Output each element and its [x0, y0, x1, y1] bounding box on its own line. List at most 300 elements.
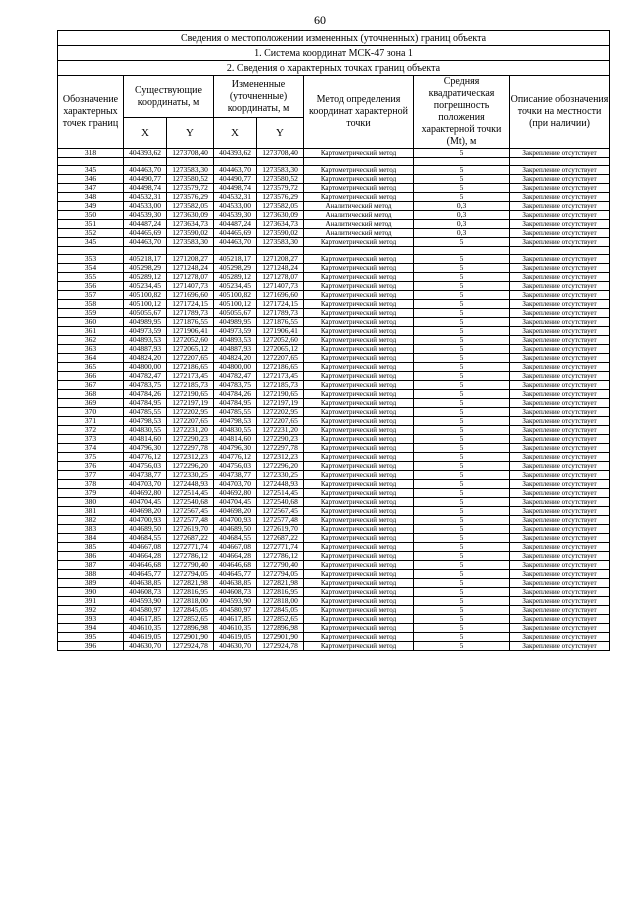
cell-changed-x: 404796,30 — [214, 444, 257, 453]
cell-existing-x: 404738,77 — [124, 471, 167, 480]
cell-existing-y: 1273582,05 — [167, 202, 214, 211]
cell-description: Закрепление отсутствует — [510, 534, 610, 543]
cell-existing-x: 404785,55 — [124, 408, 167, 417]
cell-method: Аналитический метод — [304, 220, 414, 229]
cell-accuracy: 5 — [414, 642, 510, 651]
table-row — [58, 426, 610, 435]
cell-existing-x: 404893,53 — [124, 336, 167, 345]
cell-changed-y: 1272197,19 — [257, 399, 304, 408]
cell-existing-x: 404533,00 — [124, 202, 167, 211]
cell-point-id: 347 — [58, 184, 124, 193]
cell-existing-x: 404703,70 — [124, 480, 167, 489]
cell-changed-x: 405218,17 — [214, 255, 257, 264]
cell-existing-y: 1272231,20 — [167, 426, 214, 435]
cell-point-id: 350 — [58, 211, 124, 220]
cell-changed-y: 1273579,72 — [257, 184, 304, 193]
cell-description: Закрепление отсутствует — [510, 175, 610, 184]
cell-changed-y: 1273576,29 — [257, 193, 304, 202]
cell-existing-y: 1272816,95 — [167, 588, 214, 597]
cell-existing-y: 1272924,78 — [167, 642, 214, 651]
cell-existing-y — [167, 247, 214, 255]
cell-existing-y: 1272852,65 — [167, 615, 214, 624]
cell-existing-x: 405100,12 — [124, 300, 167, 309]
cell-method: Картометрический метод — [304, 561, 414, 570]
table-row — [58, 300, 610, 309]
cell-existing-x: 404463,70 — [124, 238, 167, 247]
cell-changed-x: 404692,80 — [214, 489, 257, 498]
cell-point-id: 394 — [58, 624, 124, 633]
cell-existing-y: 1271696,60 — [167, 291, 214, 300]
col-header-accuracy: Средняя квадратическая погрешность положения характерной точки (Mt), м — [414, 76, 510, 149]
table-row — [58, 345, 610, 354]
cell-point-id: 395 — [58, 633, 124, 642]
cell-existing-x: 404830,55 — [124, 426, 167, 435]
cell-accuracy — [414, 158, 510, 166]
cell-accuracy: 5 — [414, 543, 510, 552]
cell-existing-x: 404684,55 — [124, 534, 167, 543]
cell-method: Картометрический метод — [304, 417, 414, 426]
cell-accuracy: 5 — [414, 309, 510, 318]
cell-description: Закрепление отсутствует — [510, 211, 610, 220]
cell-accuracy: 5 — [414, 300, 510, 309]
cell-accuracy: 5 — [414, 354, 510, 363]
cell-point-id: 396 — [58, 642, 124, 651]
cell-existing-y: 1271208,27 — [167, 255, 214, 264]
cell-point-id: 389 — [58, 579, 124, 588]
cell-accuracy: 5 — [414, 480, 510, 489]
cell-point-id: 379 — [58, 489, 124, 498]
cell-point-id: 365 — [58, 363, 124, 372]
cell-existing-y: 1272790,40 — [167, 561, 214, 570]
cell-description: Закрепление отсутствует — [510, 184, 610, 193]
cell-changed-y: 1272816,95 — [257, 588, 304, 597]
cell-changed-x: 404610,35 — [214, 624, 257, 633]
cell-existing-x: 404776,12 — [124, 453, 167, 462]
cell-existing-x: 404593,90 — [124, 597, 167, 606]
cell-description: Закрепление отсутствует — [510, 516, 610, 525]
table-row — [58, 552, 610, 561]
cell-description: Закрепление отсутствует — [510, 606, 610, 615]
table-row — [58, 184, 610, 193]
cell-method: Картометрический метод — [304, 642, 414, 651]
cell-existing-y: 1271876,55 — [167, 318, 214, 327]
cell-changed-x: 404830,55 — [214, 426, 257, 435]
cell-changed-x: 404487,24 — [214, 220, 257, 229]
cell-description: Закрепление отсутствует — [510, 238, 610, 247]
cell-description: Закрепление отсутствует — [510, 273, 610, 282]
cell-description: Закрепление отсутствует — [510, 220, 610, 229]
cell-changed-x: 404893,53 — [214, 336, 257, 345]
cell-changed-x: 404617,85 — [214, 615, 257, 624]
cell-existing-x: 404783,75 — [124, 381, 167, 390]
cell-method: Картометрический метод — [304, 300, 414, 309]
table-row — [58, 462, 610, 471]
table-row — [58, 264, 610, 273]
cell-method: Картометрический метод — [304, 291, 414, 300]
cell-method: Картометрический метод — [304, 507, 414, 516]
cell-description: Закрепление отсутствует — [510, 471, 610, 480]
cell-point-id: 387 — [58, 561, 124, 570]
cell-description: Закрепление отсутствует — [510, 300, 610, 309]
cell-changed-x: 404776,12 — [214, 453, 257, 462]
cell-point-id: 356 — [58, 282, 124, 291]
cell-description: Закрепление отсутствует — [510, 444, 610, 453]
cell-point-id: 363 — [58, 345, 124, 354]
cell-existing-x: 404796,30 — [124, 444, 167, 453]
table-row — [58, 606, 610, 615]
cell-description: Закрепление отсутствует — [510, 561, 610, 570]
cell-changed-x: 404704,45 — [214, 498, 257, 507]
cell-description: Закрепление отсутствует — [510, 642, 610, 651]
cell-method: Картометрический метод — [304, 570, 414, 579]
cell-method: Картометрический метод — [304, 184, 414, 193]
table-row — [58, 561, 610, 570]
cell-point-id: 345 — [58, 238, 124, 247]
cell-changed-x: 404463,70 — [214, 166, 257, 175]
cell-method: Картометрический метод — [304, 435, 414, 444]
cell-changed-y: 1272577,48 — [257, 516, 304, 525]
cell-description: Закрепление отсутствует — [510, 615, 610, 624]
cell-method — [304, 247, 414, 255]
cell-description: Закрепление отсутствует — [510, 363, 610, 372]
cell-description: Закрепление отсутствует — [510, 426, 610, 435]
cell-existing-y: 1272186,65 — [167, 363, 214, 372]
cell-point-id: 382 — [58, 516, 124, 525]
cell-description: Закрепление отсутствует — [510, 633, 610, 642]
cell-point-id: 358 — [58, 300, 124, 309]
section-points: 2. Сведения о характерных точках границ объекта — [58, 61, 610, 76]
cell-existing-y: 1272173,45 — [167, 372, 214, 381]
cell-accuracy: 5 — [414, 149, 510, 158]
table-row — [58, 282, 610, 291]
page-number: 60 — [314, 13, 326, 27]
cell-method: Картометрический метод — [304, 552, 414, 561]
cell-description: Закрепление отсутствует — [510, 381, 610, 390]
cell-changed-y: 1272448,93 — [257, 480, 304, 489]
cell-accuracy: 5 — [414, 579, 510, 588]
cell-changed-x: 404498,74 — [214, 184, 257, 193]
cell-point-id: 359 — [58, 309, 124, 318]
table-row — [58, 273, 610, 282]
cell-existing-y: 1272794,05 — [167, 570, 214, 579]
cell-changed-x: 404689,50 — [214, 525, 257, 534]
cell-changed-y: 1271696,60 — [257, 291, 304, 300]
cell-accuracy: 5 — [414, 534, 510, 543]
table-body — [58, 149, 610, 651]
cell-existing-y: 1272202,95 — [167, 408, 214, 417]
cell-description: Закрепление отсутствует — [510, 462, 610, 471]
cell-existing-y: 1273579,72 — [167, 184, 214, 193]
cell-method: Картометрический метод — [304, 624, 414, 633]
cell-method: Картометрический метод — [304, 633, 414, 642]
cell-changed-y: 1273583,30 — [257, 166, 304, 175]
table-row — [58, 363, 610, 372]
cell-existing-y: 1272577,48 — [167, 516, 214, 525]
cell-method: Картометрический метод — [304, 525, 414, 534]
cell-accuracy: 5 — [414, 588, 510, 597]
cell-existing-x: 404700,93 — [124, 516, 167, 525]
table-row — [58, 229, 610, 238]
cell-existing-x: 404800,00 — [124, 363, 167, 372]
cell-accuracy: 5 — [414, 255, 510, 264]
table-row — [58, 435, 610, 444]
cell-changed-x: 404703,70 — [214, 480, 257, 489]
table-row — [58, 327, 610, 336]
cell-method: Картометрический метод — [304, 255, 414, 264]
cell-description: Закрепление отсутствует — [510, 354, 610, 363]
cell-method: Картометрический метод — [304, 149, 414, 158]
cell-changed-y: 1272065,12 — [257, 345, 304, 354]
cell-changed-y: 1271407,73 — [257, 282, 304, 291]
cell-changed-x: 404784,95 — [214, 399, 257, 408]
cell-method: Картометрический метод — [304, 390, 414, 399]
cell-accuracy: 5 — [414, 175, 510, 184]
cell-existing-x: 404989,95 — [124, 318, 167, 327]
cell-accuracy: 5 — [414, 291, 510, 300]
cell-changed-y: 1272845,05 — [257, 606, 304, 615]
cell-description: Закрепление отсутствует — [510, 408, 610, 417]
table-row — [58, 202, 610, 211]
cell-accuracy: 5 — [414, 264, 510, 273]
cell-changed-y: 1271724,15 — [257, 300, 304, 309]
table-row — [58, 453, 610, 462]
cell-method: Картометрический метод — [304, 336, 414, 345]
cell-changed-y: 1272818,00 — [257, 597, 304, 606]
cell-point-id: 393 — [58, 615, 124, 624]
cell-existing-x: 405234,45 — [124, 282, 167, 291]
cell-accuracy: 5 — [414, 327, 510, 336]
cell-changed-y: 1272619,70 — [257, 525, 304, 534]
cell-existing-y: 1272514,45 — [167, 489, 214, 498]
cell-description: Закрепление отсутствует — [510, 579, 610, 588]
cell-description: Закрепление отсутствует — [510, 570, 610, 579]
cell-changed-y: 1272687,22 — [257, 534, 304, 543]
cell-point-id: 380 — [58, 498, 124, 507]
cell-method: Картометрический метод — [304, 606, 414, 615]
cell-changed-x: 405055,67 — [214, 309, 257, 318]
cell-changed-x: 404646,68 — [214, 561, 257, 570]
cell-existing-y: 1272330,25 — [167, 471, 214, 480]
table-row — [58, 238, 610, 247]
cell-point-id: 345 — [58, 166, 124, 175]
table-row — [58, 381, 610, 390]
cell-point-id: 364 — [58, 354, 124, 363]
cell-existing-x: 405218,17 — [124, 255, 167, 264]
cell-description: Закрепление отсутствует — [510, 453, 610, 462]
cell-method: Картометрический метод — [304, 318, 414, 327]
cell-description: Закрепление отсутствует — [510, 282, 610, 291]
table-row — [58, 543, 610, 552]
cell-existing-y: 1271248,24 — [167, 264, 214, 273]
cell-accuracy: 5 — [414, 525, 510, 534]
cell-changed-y: 1271876,55 — [257, 318, 304, 327]
cell-description: Закрепление отсутствует — [510, 372, 610, 381]
cell-description: Закрепление отсутствует — [510, 149, 610, 158]
cell-method: Картометрический метод — [304, 381, 414, 390]
table-row — [58, 318, 610, 327]
cell-method: Картометрический метод — [304, 282, 414, 291]
table-row — [58, 624, 610, 633]
table-row — [58, 480, 610, 489]
cell-method: Картометрический метод — [304, 543, 414, 552]
cell-method: Картометрический метод — [304, 489, 414, 498]
cell-existing-x: 404617,85 — [124, 615, 167, 624]
cell-point-id: 355 — [58, 273, 124, 282]
table-row — [58, 336, 610, 345]
cell-accuracy: 5 — [414, 381, 510, 390]
cell-changed-y: 1272771,74 — [257, 543, 304, 552]
cell-description: Закрепление отсутствует — [510, 498, 610, 507]
cell-method: Картометрический метод — [304, 462, 414, 471]
col-header-existing-x: X — [124, 118, 167, 149]
cell-description: Закрепление отсутствует — [510, 336, 610, 345]
cell-changed-y: 1272821,98 — [257, 579, 304, 588]
cell-method: Картометрический метод — [304, 309, 414, 318]
cell-method: Аналитический метод — [304, 202, 414, 211]
cell-point-id: 381 — [58, 507, 124, 516]
cell-existing-y: 1271789,73 — [167, 309, 214, 318]
cell-accuracy: 5 — [414, 273, 510, 282]
col-header-existing: Существующие координаты, м — [124, 76, 214, 118]
cell-existing-x: 404698,20 — [124, 507, 167, 516]
cell-changed-y: 1271248,24 — [257, 264, 304, 273]
cell-existing-x: 404887,93 — [124, 345, 167, 354]
table-row — [58, 579, 610, 588]
cell-changed-y: 1273582,05 — [257, 202, 304, 211]
cell-accuracy: 5 — [414, 462, 510, 471]
cell-point-id: 384 — [58, 534, 124, 543]
cell-description: Закрепление отсутствует — [510, 345, 610, 354]
table-row — [58, 309, 610, 318]
cell-method: Картометрический метод — [304, 327, 414, 336]
col-header-changed: Измененные (уточненные) координаты, м — [214, 76, 304, 118]
cell-accuracy: 5 — [414, 399, 510, 408]
cell-existing-y: 1272901,90 — [167, 633, 214, 642]
cell-changed-y: 1272052,60 — [257, 336, 304, 345]
cell-existing-x: 404532,31 — [124, 193, 167, 202]
cell-accuracy: 5 — [414, 184, 510, 193]
cell-description: Закрепление отсутствует — [510, 552, 610, 561]
cell-changed-y: 1272207,65 — [257, 417, 304, 426]
cell-changed-x: 404539,30 — [214, 211, 257, 220]
cell-existing-y: 1272065,12 — [167, 345, 214, 354]
cell-existing-y: 1271724,15 — [167, 300, 214, 309]
cell-accuracy: 5 — [414, 372, 510, 381]
table-row — [58, 597, 610, 606]
cell-existing-y — [167, 158, 214, 166]
cell-accuracy: 5 — [414, 606, 510, 615]
cell-existing-y: 1272687,22 — [167, 534, 214, 543]
cell-point-id: 375 — [58, 453, 124, 462]
cell-existing-x: 405289,12 — [124, 273, 167, 282]
cell-existing-y: 1273583,30 — [167, 166, 214, 175]
cell-existing-x: 405055,67 — [124, 309, 167, 318]
table-row — [58, 516, 610, 525]
cell-changed-x: 404664,28 — [214, 552, 257, 561]
cell-existing-y: 1272197,19 — [167, 399, 214, 408]
cell-changed-y — [257, 247, 304, 255]
cell-description — [510, 247, 610, 255]
cell-accuracy: 5 — [414, 193, 510, 202]
cell-existing-x: 404630,70 — [124, 642, 167, 651]
cell-changed-y: 1272514,45 — [257, 489, 304, 498]
cell-point-id: 318 — [58, 149, 124, 158]
table-row — [58, 211, 610, 220]
cell-method — [304, 158, 414, 166]
cell-description: Закрепление отсутствует — [510, 588, 610, 597]
cell-existing-x: 404824,20 — [124, 354, 167, 363]
cell-changed-y: 1272297,78 — [257, 444, 304, 453]
cell-changed-x: 404973,59 — [214, 327, 257, 336]
cell-changed-x: 404645,77 — [214, 570, 257, 579]
cell-changed-y: 1272186,65 — [257, 363, 304, 372]
cell-point-id: 361 — [58, 327, 124, 336]
cell-point-id: 372 — [58, 426, 124, 435]
cell-changed-x: 404630,70 — [214, 642, 257, 651]
cell-description: Закрепление отсутствует — [510, 193, 610, 202]
cell-point-id: 370 — [58, 408, 124, 417]
cell-description: Закрепление отсутствует — [510, 435, 610, 444]
cell-existing-y: 1272567,45 — [167, 507, 214, 516]
cell-point-id: 349 — [58, 202, 124, 211]
cell-changed-x: 405100,82 — [214, 291, 257, 300]
table-row — [58, 149, 610, 158]
cell-point-id: 357 — [58, 291, 124, 300]
cell-changed-y: 1272231,20 — [257, 426, 304, 435]
cell-method: Картометрический метод — [304, 372, 414, 381]
cell-changed-x: 404738,77 — [214, 471, 257, 480]
cell-changed-y: 1272794,05 — [257, 570, 304, 579]
cell-point-id: 362 — [58, 336, 124, 345]
cell-description: Закрепление отсутствует — [510, 309, 610, 318]
cell-point-id — [58, 158, 124, 166]
cell-point-id: 377 — [58, 471, 124, 480]
cell-point-id: 383 — [58, 525, 124, 534]
cell-existing-y: 1272207,65 — [167, 354, 214, 363]
cell-changed-x: 404638,85 — [214, 579, 257, 588]
cell-changed-x: 404814,60 — [214, 435, 257, 444]
cell-existing-y: 1272052,60 — [167, 336, 214, 345]
col-header-changed-y: Y — [257, 118, 304, 149]
cell-changed-x: 404608,73 — [214, 588, 257, 597]
cell-changed-y: 1273580,52 — [257, 175, 304, 184]
cell-accuracy: 5 — [414, 507, 510, 516]
cell-existing-y: 1272619,70 — [167, 525, 214, 534]
cell-changed-y: 1272290,23 — [257, 435, 304, 444]
cell-existing-x: 404610,35 — [124, 624, 167, 633]
cell-existing-x: 404973,59 — [124, 327, 167, 336]
cell-existing-y: 1272297,78 — [167, 444, 214, 453]
cell-existing-x: 404498,74 — [124, 184, 167, 193]
cell-existing-x: 404756,03 — [124, 462, 167, 471]
cell-point-id: 351 — [58, 220, 124, 229]
cell-changed-y: 1272790,40 — [257, 561, 304, 570]
cell-accuracy: 5 — [414, 516, 510, 525]
cell-changed-x: 404783,75 — [214, 381, 257, 390]
cell-existing-y: 1273583,30 — [167, 238, 214, 247]
table-row — [58, 193, 610, 202]
cell-point-id: 376 — [58, 462, 124, 471]
cell-point-id: 388 — [58, 570, 124, 579]
cell-existing-y: 1271278,07 — [167, 273, 214, 282]
cell-changed-y: 1272330,25 — [257, 471, 304, 480]
cell-method: Картометрический метод — [304, 399, 414, 408]
cell-existing-x: 404645,77 — [124, 570, 167, 579]
cell-existing-x — [124, 158, 167, 166]
section-coordinate-system: 1. Система координат МСК-47 зона 1 — [58, 46, 610, 61]
cell-accuracy: 0,3 — [414, 229, 510, 238]
cell-method: Картометрический метод — [304, 426, 414, 435]
